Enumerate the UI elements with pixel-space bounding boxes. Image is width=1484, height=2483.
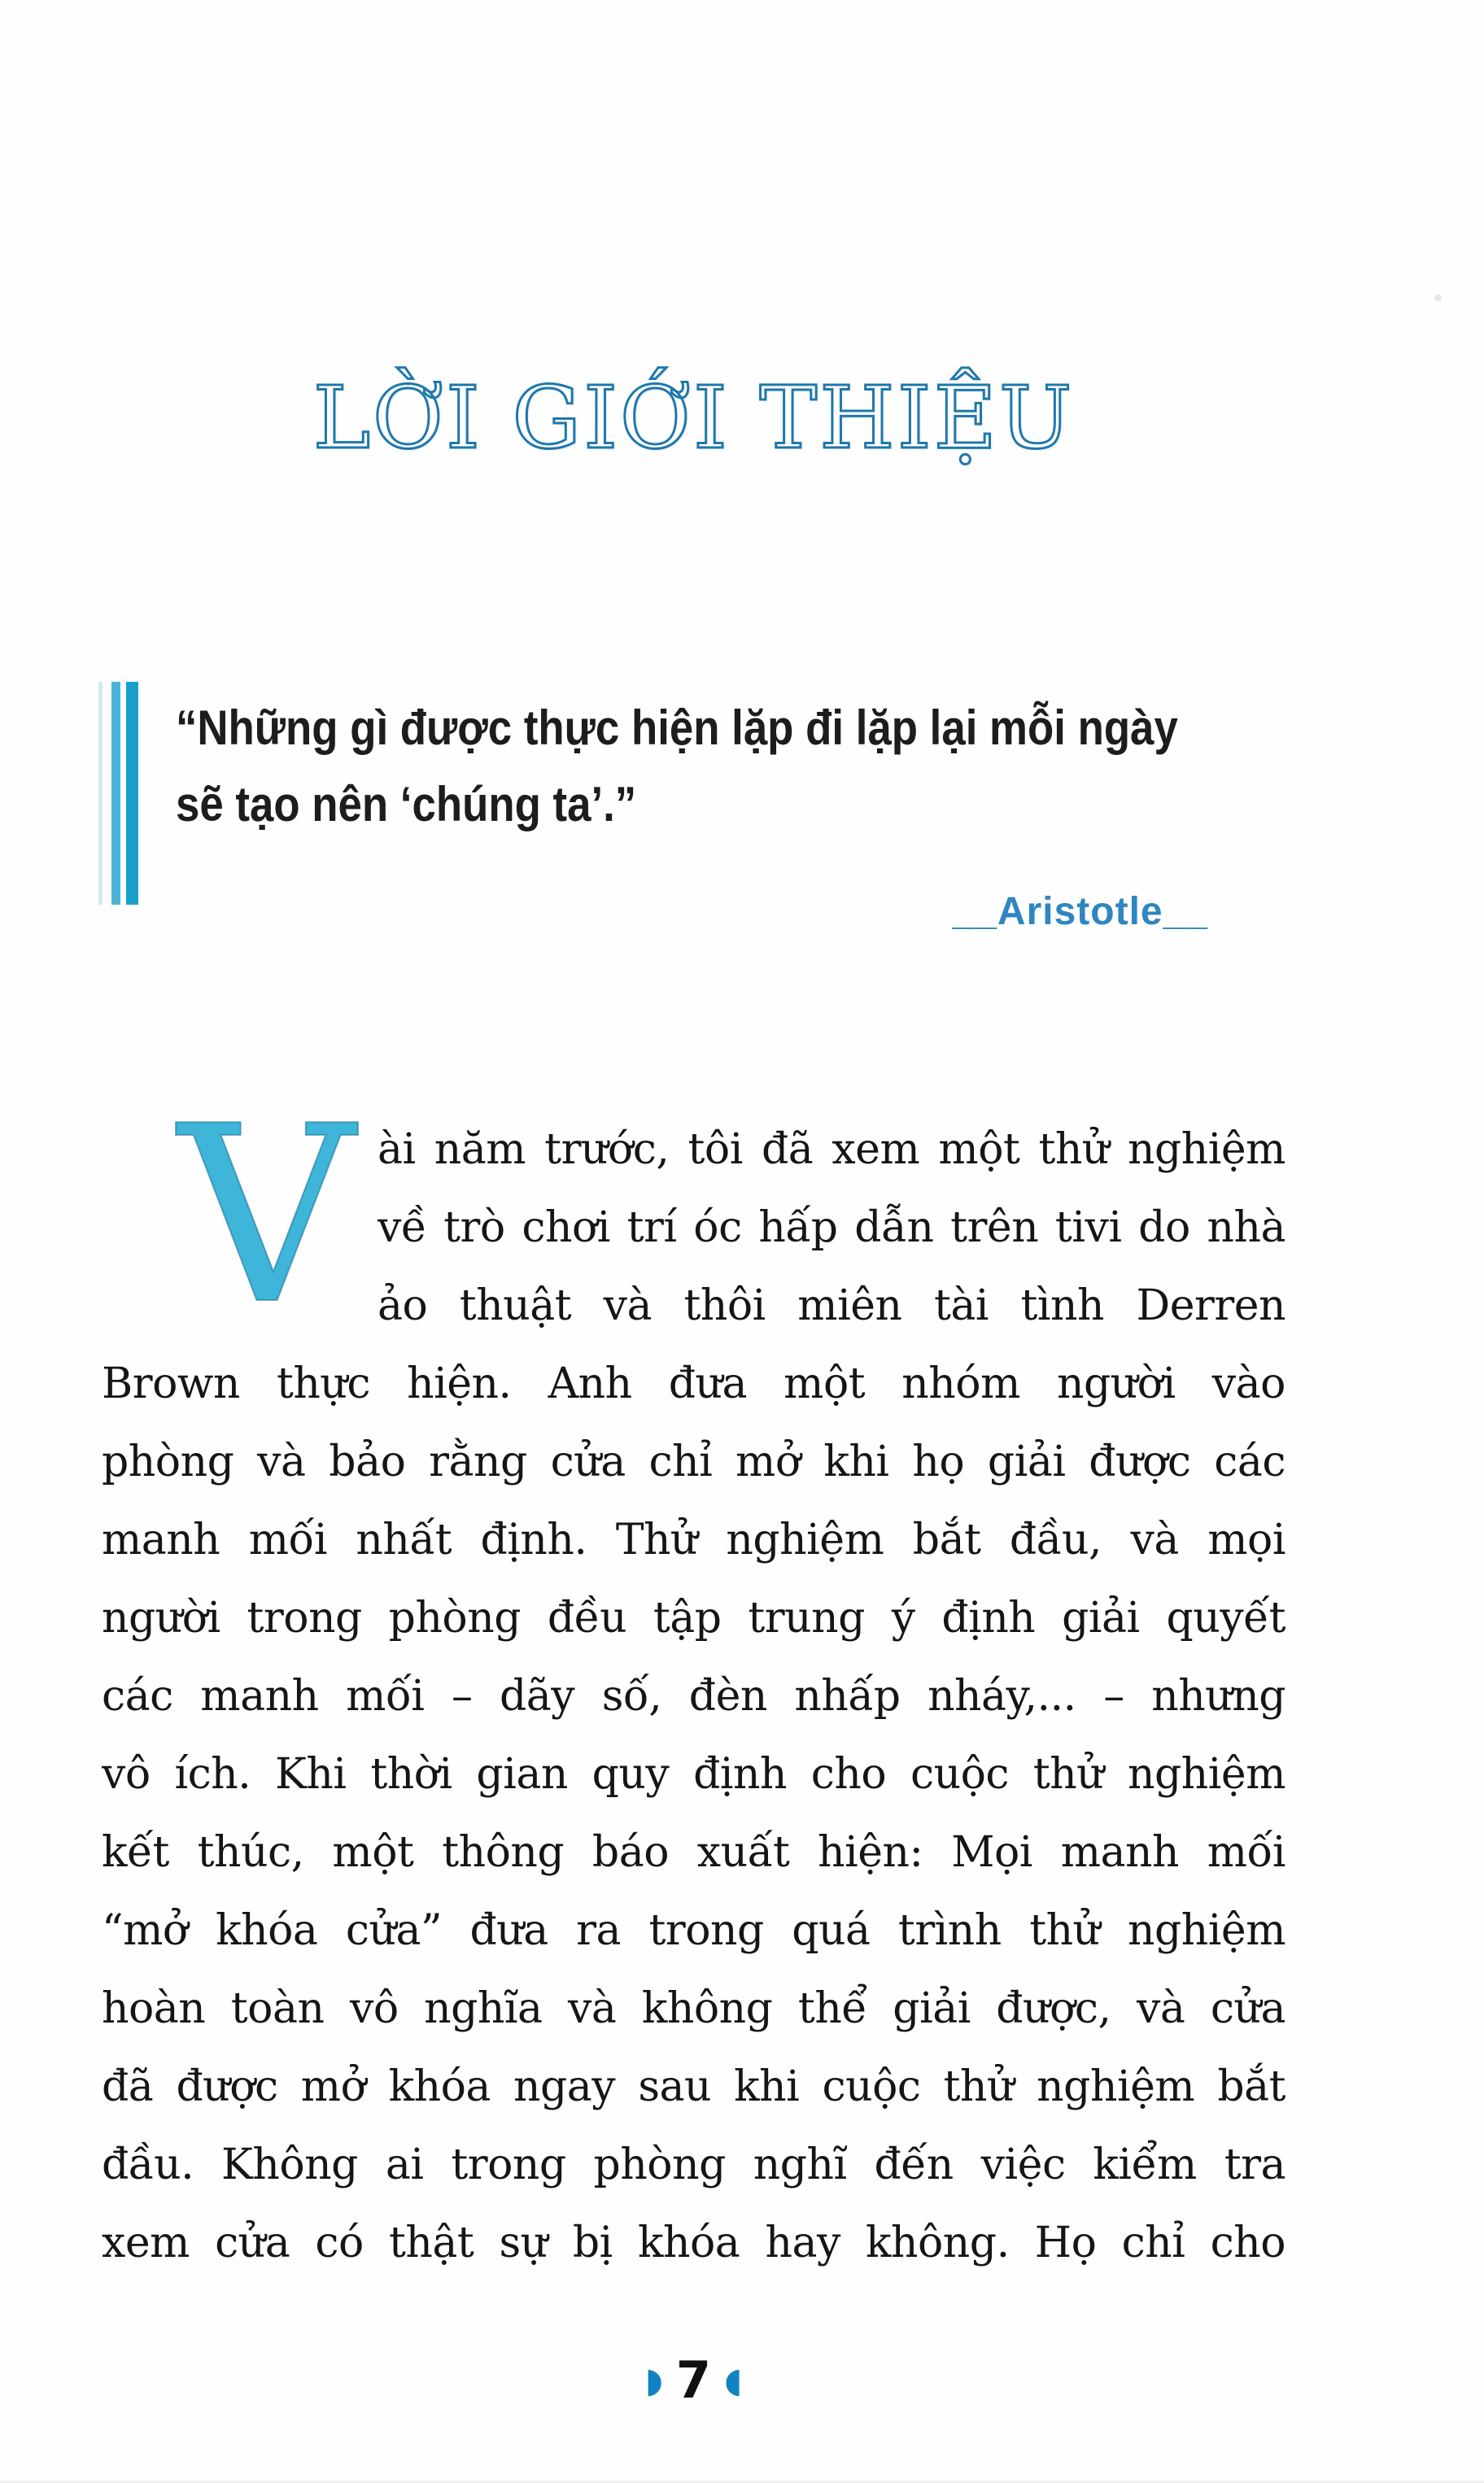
page-content	[102, 0, 1285, 2483]
left-half-circle-icon: ◗	[644, 2360, 663, 2400]
quote-text	[176, 690, 1178, 843]
right-half-circle-icon: ◖	[724, 2360, 743, 2400]
body-text-line: người trong phòng đều tập trung ý định giải quyết	[102, 1594, 1285, 1643]
body-paragraph	[102, 1074, 1285, 2282]
body-text-line: hoàn toàn vô nghĩa và không thể giải được, và cửa	[102, 1984, 1285, 2033]
body-text-line: các manh mối – dãy số, đèn nhấp nháy,... – nhưng	[102, 1672, 1285, 1721]
body-text-line: đã được mở khóa ngay sau khi cuộc thử nghiệm bắt	[102, 2062, 1285, 2111]
quote-line: sẽ tạo nên ‘chúng ta’.”	[176, 777, 637, 831]
body-text-line: manh mối nhất định. Thử nghiệm bắt đầu, và mọi	[102, 1516, 1285, 1564]
body-text-line: ảo thuật và thôi miên tài tình Derren	[378, 1281, 1285, 1330]
page-title: LỜI GIỚI THIỆU	[312, 368, 1075, 468]
body-text-line: về trò chơi trí óc hấp dẫn trên tivi do nhà	[378, 1203, 1285, 1252]
accent-bar-mid	[111, 682, 120, 905]
body-text-line: phòng và bảo rằng cửa chỉ mở khi họ giải được các	[102, 1438, 1285, 1486]
page-number: 7	[675, 2350, 712, 2410]
page-footer	[102, 2350, 1285, 2410]
quote-attribution: __Aristotle__	[952, 890, 1208, 933]
accent-bar-faint	[98, 682, 103, 905]
drop-cap: V	[177, 1074, 355, 1358]
quote-line: “Những gì được thực hiện lặp đi lặp lại mỗi ngày	[176, 700, 1178, 755]
accent-bar-bold	[126, 682, 138, 905]
body-text-line: kết thúc, một thông báo xuất hiện: Mọi manh mối	[102, 1828, 1285, 1877]
body-text-line: vô ích. Khi thời gian quy định cho cuộc thử nghiệm	[102, 1750, 1285, 1799]
body-text-line: ài năm trước, tôi đã xem một thử nghiệm	[378, 1125, 1285, 1174]
body-text-line: xem cửa có thật sự bị khóa hay không. Họ chỉ cho	[102, 2219, 1285, 2267]
quote-block	[102, 682, 1285, 910]
body-text-line: Brown thực hiện. Anh đưa một nhóm người vào	[102, 1359, 1285, 1408]
scan-artifact-speck	[1434, 295, 1442, 301]
body-text-line: “mở khóa cửa” đưa ra trong quá trình thử nghiệm	[102, 1906, 1285, 1955]
quote-accent-bars	[98, 682, 138, 905]
body-text-line: đầu. Không ai trong phòng nghĩ đến việc kiểm tra	[102, 2140, 1285, 2189]
